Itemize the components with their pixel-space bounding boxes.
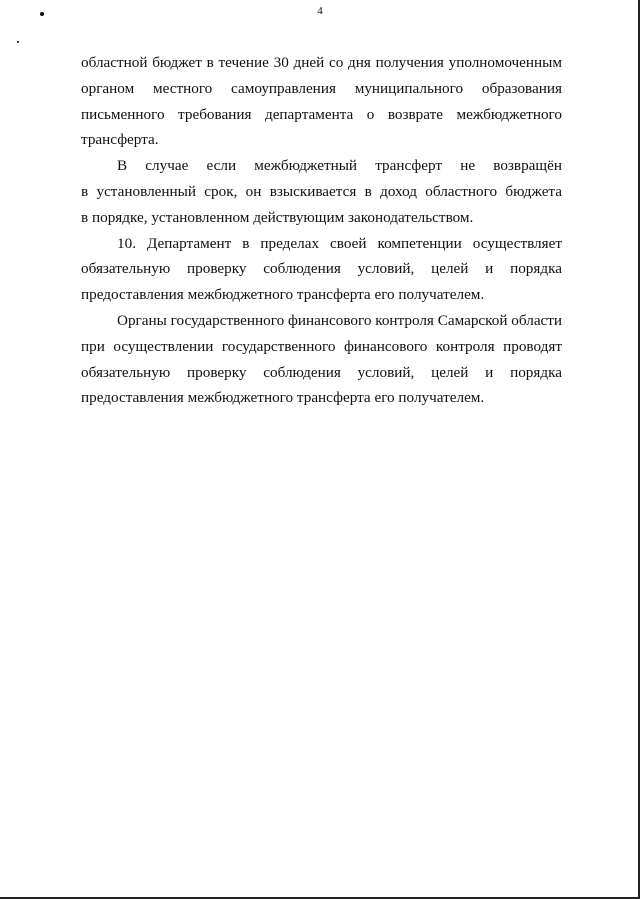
text-line: органом местного самоуправления муниципального образования [81,79,562,97]
text-line: трансферта. [81,131,159,149]
text-line: в порядке, установленном действующим законодательством. [81,208,474,226]
page-number: 4 [317,5,323,17]
text-line: письменного требования департамента о возврате межбюджетного [81,105,562,123]
text-line: предоставления межбюджетного трансферта его получателем. [81,389,485,407]
text-line: предоставления межбюджетного трансферта его получателем. [81,286,485,304]
text-line: В случае если межбюджетный трансферт не возвращён [117,157,562,175]
text-line: в установленный срок, он взыскивается в доход областного бюджета [81,182,562,200]
text-line: областной бюджет в течение 30 дней со дня получения уполномоченным [81,54,562,71]
text-line: при осуществлении государственного финансового контроля проводят [81,337,562,355]
document-body [81,50,562,411]
text-line: 10. Департамент в пределах своей компетенции осуществляет [117,234,562,252]
scan-speck [17,41,19,43]
text-line: обязательную проверку соблюдения условий, целей и порядка [81,363,562,381]
text-line: Органы государственного финансового контроля Самарской области [117,311,563,329]
text-line: обязательную проверку соблюдения условий, целей и порядка [81,260,562,278]
